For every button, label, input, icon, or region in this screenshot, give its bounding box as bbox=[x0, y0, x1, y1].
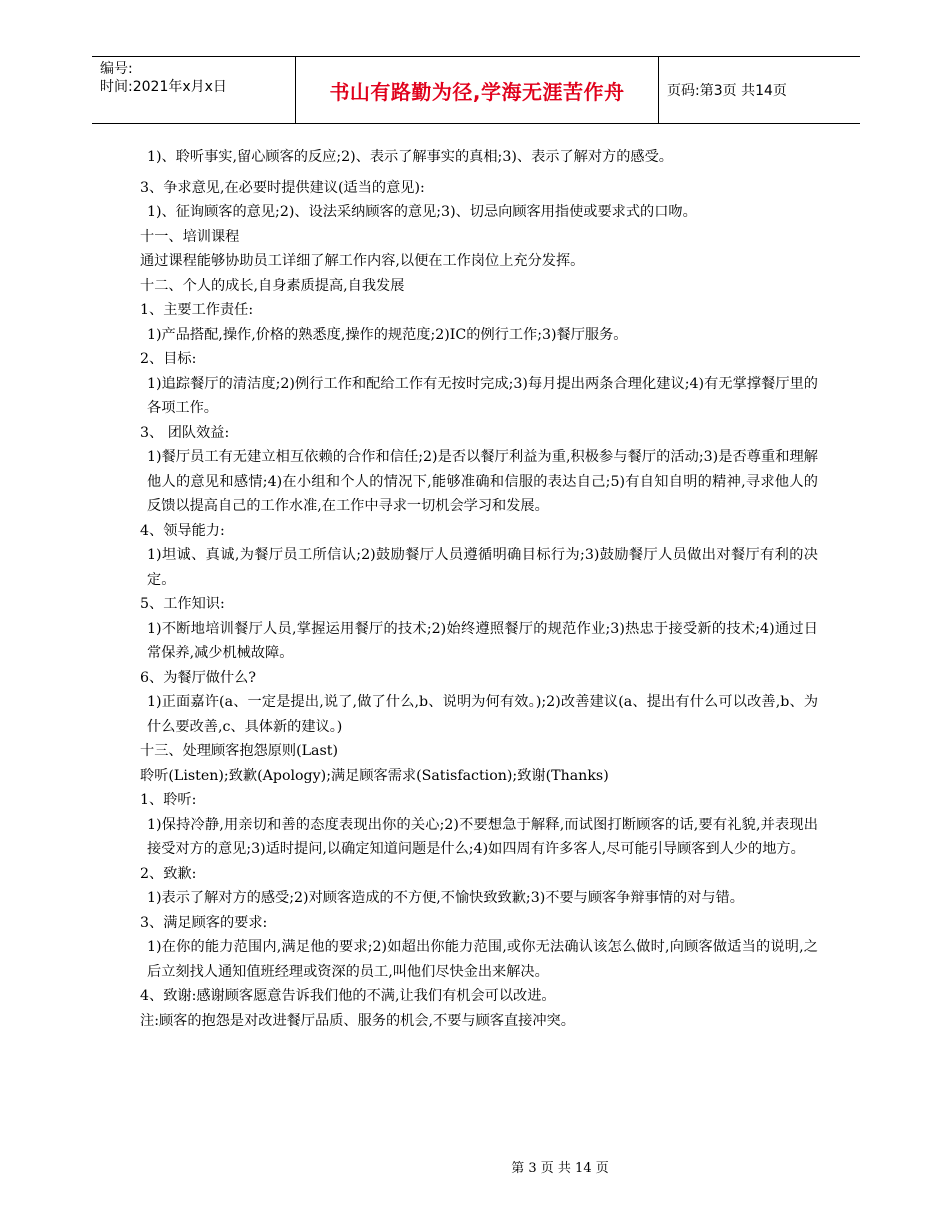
heading: 1、聆听: bbox=[140, 792, 197, 808]
section-heading: 十三、处理顾客抱怨原则(Last) bbox=[140, 743, 338, 759]
section-heading: 十一、培训课程 bbox=[140, 228, 240, 245]
paragraph: 1)坦诚、真诚,为餐厅员工所信认;2)鼓励餐厅人员遵循明确目标行为;3)鼓励餐厅人员做出对餐厅有利的决定。 bbox=[147, 547, 818, 588]
paragraph: 聆听(Listen);致歉(Apology);满足顾客需求(Satisfaction);致谢(Thanks) bbox=[140, 767, 609, 784]
paragraph: 1)不断地培训餐厅人员,掌握运用餐厅的技术;2)始终遵照餐厅的规范作业;3)热忠于接受新的技术;4)通过日常保养,减少机械故障。 bbox=[147, 620, 818, 661]
note: 注:顾客的抱怨是对改进餐厅品质、服务的机会,不要与顾客直接冲突。 bbox=[140, 1012, 575, 1029]
heading: 3、争求意见,在必要时提供建议(适当的意见): bbox=[140, 179, 425, 196]
paragraph: 1)保持冷静,用亲切和善的态度表现出你的关心;2)不要想急于解释,而试图打断顾客的话,要有礼貌,并表现出接受对方的意见;3)适时提问,以确定知道问题是什么;4)如四周有许多客人,尽可能引导顾客到人少的地方。 bbox=[147, 816, 818, 857]
heading: 2、目标: bbox=[140, 351, 197, 367]
paragraph: 1)在你的能力范围内,满足他的要求;2)如超出你能力范围,或你无法确认该怎么做时,向顾客做适当的说明,之后立刻找人通知值班经理或资深的员工,叫他们尽快金出来解决。 bbox=[147, 939, 818, 980]
paragraph: 4、致谢:感谢顾客愿意告诉我们他的不满,让我们有机会可以改进。 bbox=[140, 988, 556, 1004]
heading: 4、领导能力: bbox=[140, 522, 225, 539]
header-meta bbox=[92, 57, 296, 123]
header-motto: 书山有路勤为径,学海无涯苦作舟 bbox=[296, 57, 659, 123]
paragraph: 1)产品搭配,操作,价格的熟悉度,操作的规范度;2)IC的例行工作;3)餐厅服务。 bbox=[147, 326, 628, 343]
page-header bbox=[92, 56, 860, 124]
heading: 3、满足顾客的要求: bbox=[140, 914, 268, 931]
time-label: 时间:2021年x月x日 bbox=[100, 79, 227, 95]
heading: 2、致歉: bbox=[140, 865, 197, 882]
paragraph: 1)、征询顾客的意见;2)、设法采纳顾客的意见;3)、切忌向顾客用指使或要求式的口吻。 bbox=[147, 204, 697, 220]
heading: 6、为餐厅做什么? bbox=[140, 669, 256, 686]
paragraph: 1)正面嘉许(a、一定是提出,说了,做了什么,b、说明为何有效。);2)改善建议(a、提出有什么可以改善,b、为什么要改善,c、具体新的建议。) bbox=[147, 694, 819, 735]
paragraph: 1)、聆听事实,留心顾客的反应;2)、表示了解事实的真相;3)、表示了解对方的感受。 bbox=[147, 149, 673, 165]
paragraph: 1)表示了解对方的感受;2)对顾客造成的不方便,不愉快致致歉;3)不要与顾客争辩事情的对与错。 bbox=[147, 890, 744, 906]
paragraph: 通过课程能够协助员工详细了解工作内容,以便在工作岗位上充分发挥。 bbox=[140, 253, 585, 269]
page-footer: 第 3 页 共 14 页 bbox=[511, 1161, 609, 1176]
document-body bbox=[140, 145, 818, 1033]
heading: 3、 团队效益: bbox=[140, 424, 230, 441]
number-label: 编号: bbox=[100, 61, 133, 77]
heading: 1、主要工作责任: bbox=[140, 302, 254, 318]
heading: 5、工作知识: bbox=[140, 596, 225, 612]
section-heading: 十二、个人的成长,自身素质提高,自我发展 bbox=[140, 277, 405, 294]
paragraph: 1)餐厅员工有无建立相互依赖的合作和信任;2)是否以餐厅利益为重,积极参与餐厅的活动;3)是否尊重和理解他人的意见和感情;4)在小组和个人的情况下,能够准确和信服的表达自己;5)有自知自明的精神,寻求他人的反馈以提高自己的工作水准,在工作中寻求一切机会学习和发展。 bbox=[147, 449, 818, 514]
header-page-info: 页码:第3页 共14页 bbox=[667, 83, 787, 99]
paragraph: 1)追踪餐厅的清洁度;2)例行工作和配给工作有无按时完成;3)每月提出两条合理化建议;4)有无掌撑餐厅里的各项工作。 bbox=[147, 375, 818, 416]
